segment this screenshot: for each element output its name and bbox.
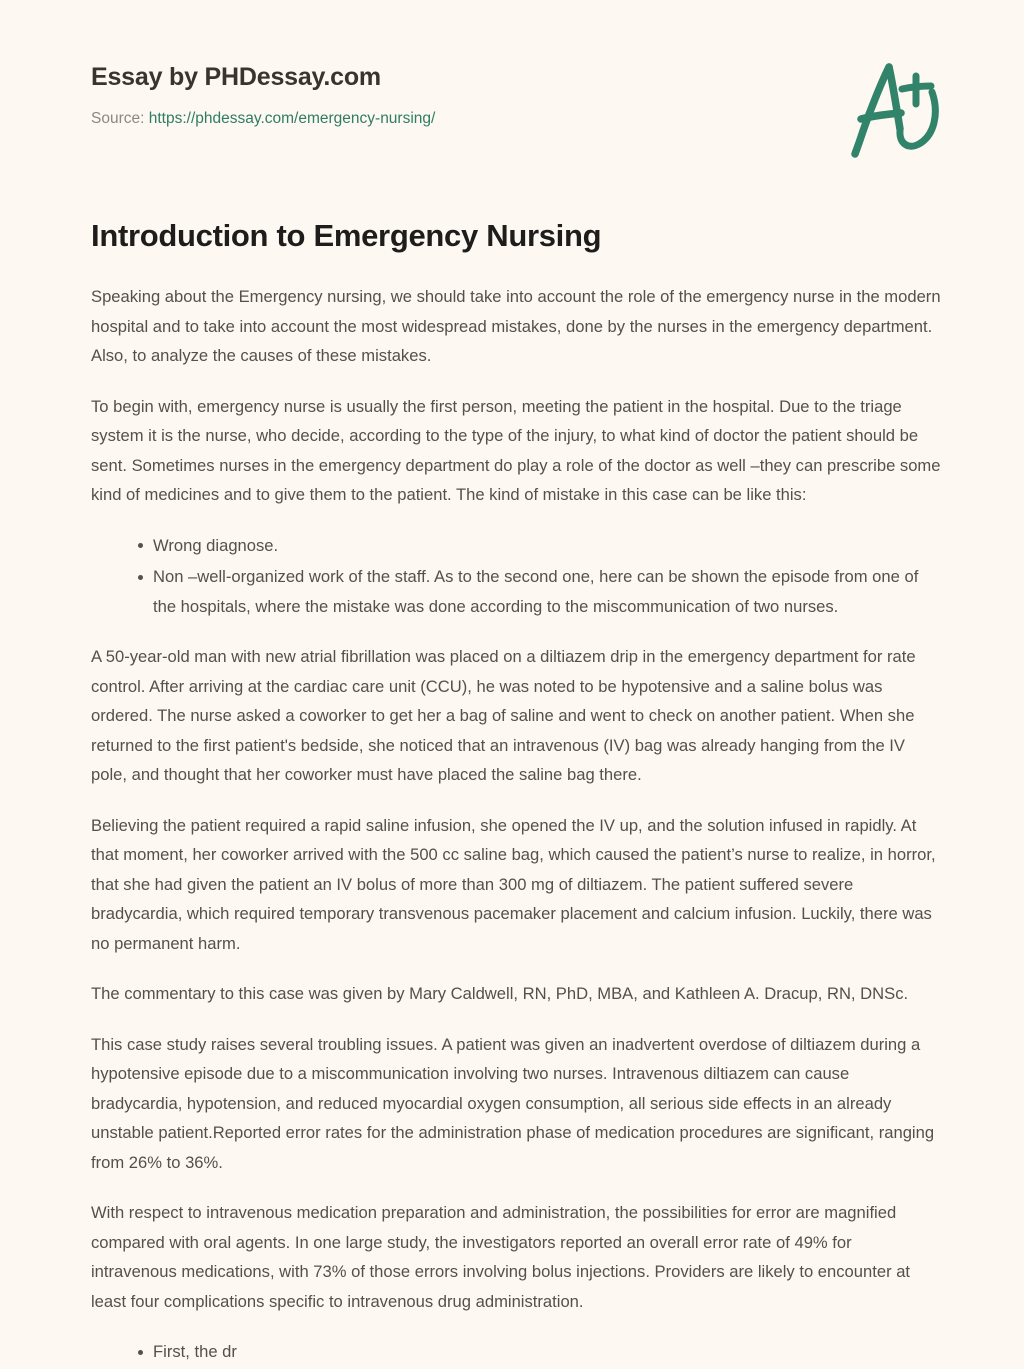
source-label: Source: [91, 110, 145, 127]
article-body [91, 256, 944, 1369]
aplus-logo-icon[interactable] [839, 55, 949, 165]
paragraph-5: The commentary to this case was given by Mary Caldwell, RN, PhD, MBA, and Kathleen A. Dracup, RN, DNSc. [91, 984, 909, 1003]
paragraph-1: Speaking about the Emergency nursing, we should take into account the role of the emergency nurse in the modern hospital and to take into account the most widespread mistakes, done by the nurses in the emergency department. Also, to analyze the causes of these mistakes. [91, 287, 941, 365]
page-title: Introduction to Emergency Nursing [91, 218, 602, 253]
site-header [0, 0, 1024, 150]
source-url-link[interactable]: https://phdessay.com/emergency-nursing/ [148, 110, 436, 127]
brand-title: Essay by PHDessay.com [91, 63, 381, 91]
paragraph-3: A 50-year-old man with new atrial fibrillation was placed on a diltiazem drip in the emergency department for rate control. After arriving at the cardiac care unit (CCU), he was noted to be hypotensive and a saline bolus was ordered. The nurse asked a coworker to get her a bag of saline and went to check on another patient. When she returned to the first patient's bedside, she noticed that an intravenous (IV) bag was already hanging from the IV pole, and thought that her coworker must have placed the saline bag there. [91, 647, 916, 784]
complications-list [91, 1337, 944, 1369]
paragraph-7: With respect to intravenous medication preparation and administration, the possibilities for error are magnified compared with oral agents. In one large study, the investigators reported an overall error rate of 49% for intravenous medications, with 73% of those errors involving bolus injections. Providers are likely to encounter at least four complications specific to intravenous drug administration. [91, 1203, 911, 1311]
paragraph-2: To begin with, emergency nurse is usually the first person, meeting the patient in the hospital. Due to the triage system it is the nurse, who decide, according to the type of the injury, to what kind of doctor the patient should be sent. Sometimes nurses in the emergency department do play a role of the doctor as well –they can prescribe some kind of medicines and to give them to the patient. The kind of mistake in this case can be like this: [91, 396, 941, 504]
list-item: First, the dr [138, 1337, 944, 1367]
list-item: Wrong diagnose. [138, 531, 944, 561]
list-item: Non –well-organized work of the staff. As to the second one, here can be shown the episode from one of the hospitals, where the mistake was done according to the miscommunication of two nurses. [138, 562, 944, 621]
aplus-logo-svg [839, 55, 949, 165]
article [0, 150, 1024, 1369]
mistakes-list [91, 531, 944, 622]
paragraph-4: Believing the patient required a rapid saline infusion, she opened the IV up, and the solution infused in rapidly. At that moment, her coworker arrived with the 500 cc saline bag, which caused the patient’s nurse to realize, in horror, that she had given the patient an IV bolus of more than 300 mg of diltiazem. The patient suffered severe bradycardia, which required temporary transvenous pacemaker placement and calcium infusion. Luckily, there was no permanent harm. [91, 815, 936, 953]
paragraph-6: This case study raises several troubling issues. A patient was given an inadvertent overdose of diltiazem during a hypotensive episode due to a miscommunication involving two nurses. Intravenous diltiazem can cause bradycardia, hypotension, and reduced myocardial oxygen consumption, all serious side effects in an already unstable patient.Reported error rates for the administration phase of medication procedures are significant, ranging from 26% to 36%. [91, 1034, 935, 1172]
source-line [91, 109, 960, 129]
